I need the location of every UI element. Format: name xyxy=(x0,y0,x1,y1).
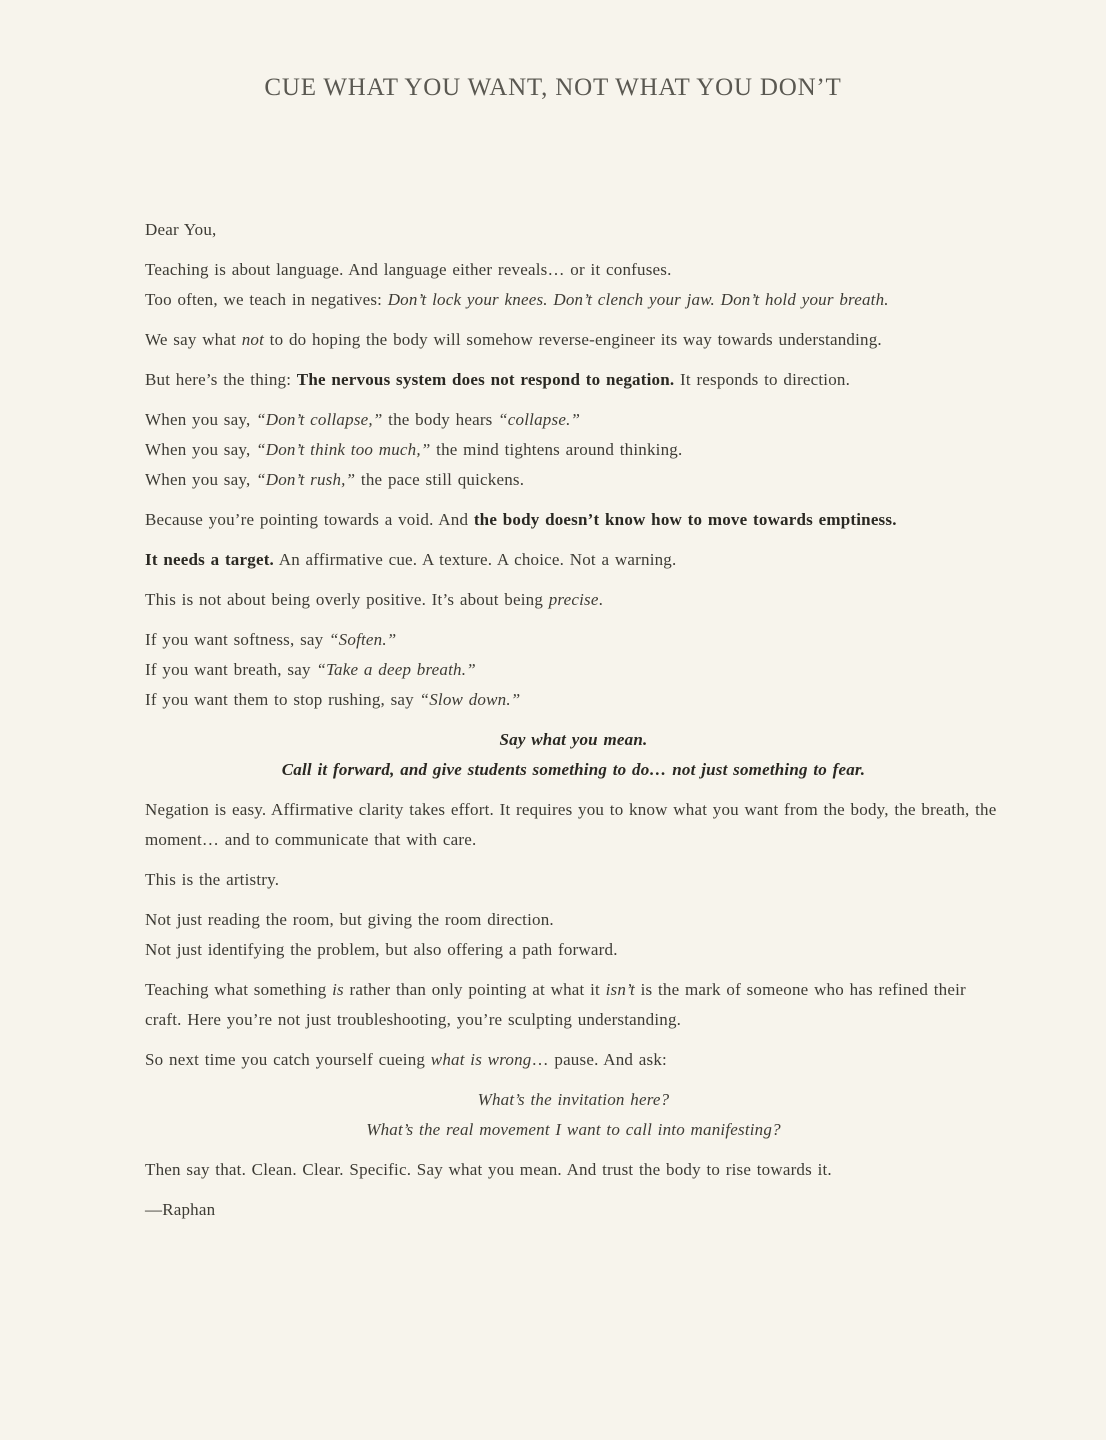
text-run: precise xyxy=(548,590,599,609)
text-run: It responds to direction. xyxy=(674,370,851,389)
para-not-just xyxy=(145,905,1002,965)
text-run: It needs a target. xyxy=(145,550,275,569)
text-run: Don’t lock your knees. Don’t clench your jaw. Don’t hold your breath. xyxy=(387,290,889,309)
text-run: is xyxy=(332,980,344,999)
para-pause-and-ask xyxy=(145,1045,1002,1075)
para-refined-craft xyxy=(145,975,1002,1035)
text-run: Then say that. Clean. Clear. Specific. Say what you mean. And trust the body to rise towards it. xyxy=(145,1160,832,1179)
text-run: When you say, xyxy=(145,440,257,459)
para-when-you-say xyxy=(145,405,1002,495)
para-questions xyxy=(145,1085,1002,1145)
para-language xyxy=(145,255,1002,315)
text-run: the mind tightens around thinking. xyxy=(430,440,683,459)
signature xyxy=(145,1195,1002,1225)
text-run: If you want them to stop rushing, say xyxy=(145,690,420,709)
text-run: the body hears xyxy=(382,410,499,429)
letter-title: CUE WHAT YOU WANT, NOT WHAT YOU DON’T xyxy=(264,74,842,101)
text-run: to do hoping the body will somehow reverse-engineer its way towards understanding. xyxy=(264,330,882,349)
para-if-you-want xyxy=(145,625,1002,715)
text-run: is the mark of someone who has refined their craft. Here you’re not just troubleshooting, you’re sculpting understanding. xyxy=(145,980,966,1029)
text-run: But here’s the thing: xyxy=(145,370,297,389)
para-negation-easy xyxy=(145,795,1002,855)
text-run: Too often, we teach in negatives: xyxy=(145,290,388,309)
para-artistry xyxy=(145,865,1002,895)
text-run: “Don’t collapse,” xyxy=(256,410,383,429)
salutation xyxy=(145,215,1002,245)
para-target xyxy=(145,545,1002,575)
text-run: Say what you mean. xyxy=(499,730,648,749)
text-run: When you say, xyxy=(145,410,257,429)
text-run: “Don’t rush,” xyxy=(256,470,356,489)
text-run: . xyxy=(598,590,604,609)
text-run: Call it forward, and give students something to do… not just something to fear. xyxy=(281,760,866,779)
text-run: “Slow down.” xyxy=(419,690,521,709)
text-run: —Raphan xyxy=(145,1200,216,1219)
text-run: Teaching what something xyxy=(145,980,333,999)
text-run: “Don’t think too much,” xyxy=(256,440,431,459)
text-run: Dear You, xyxy=(145,220,217,239)
para-then-say-that xyxy=(145,1155,1002,1185)
text-run: We say what xyxy=(145,330,242,349)
text-run: “Take a deep breath.” xyxy=(316,660,476,679)
text-run: What’s the invitation here? xyxy=(477,1090,670,1109)
text-run: “Soften.” xyxy=(329,630,397,649)
text-run: what is wrong xyxy=(430,1050,532,1069)
para-say-what-you-mean xyxy=(145,725,1002,785)
text-run: The nervous system does not respond to negation. xyxy=(296,370,675,389)
para-nervous-system xyxy=(145,365,1002,395)
text-run: … pause. And ask: xyxy=(531,1050,667,1069)
text-run: Negation is easy. Affirmative clarity takes effort. It requires you to know what you want from the body, the breath, the moment… and to communicate that with care. xyxy=(145,800,997,849)
text-run: An affirmative cue. A texture. A choice. Not a warning. xyxy=(274,550,677,569)
text-run: the pace still quickens. xyxy=(355,470,525,489)
text-run: “collapse.” xyxy=(498,410,581,429)
text-run: Not just reading the room, but giving the room direction. xyxy=(145,910,554,929)
text-run: What’s the real movement I want to call into manifesting? xyxy=(366,1120,781,1139)
text-run: Teaching is about language. And language either reveals… or it confuses. xyxy=(145,260,672,279)
text-run: not xyxy=(241,330,265,349)
para-precise xyxy=(145,585,1002,615)
text-run: the body doesn’t know how to move towards emptiness. xyxy=(473,510,897,529)
text-run: This is not about being overly positive. It’s about being xyxy=(145,590,549,609)
text-run: If you want breath, say xyxy=(145,660,317,679)
text-run: So next time you catch yourself cueing xyxy=(145,1050,431,1069)
text-run: isn’t xyxy=(605,980,635,999)
para-reverse-engineer xyxy=(145,325,1002,355)
text-run: Because you’re pointing towards a void. And xyxy=(145,510,474,529)
para-void xyxy=(145,505,1002,535)
text-run: If you want softness, say xyxy=(145,630,330,649)
text-run: When you say, xyxy=(145,470,257,489)
text-run: This is the artistry. xyxy=(145,870,280,889)
text-run: Not just identifying the problem, but also offering a path forward. xyxy=(145,940,618,959)
text-run: rather than only pointing at what it xyxy=(343,980,606,999)
letter-body xyxy=(145,215,1002,1225)
